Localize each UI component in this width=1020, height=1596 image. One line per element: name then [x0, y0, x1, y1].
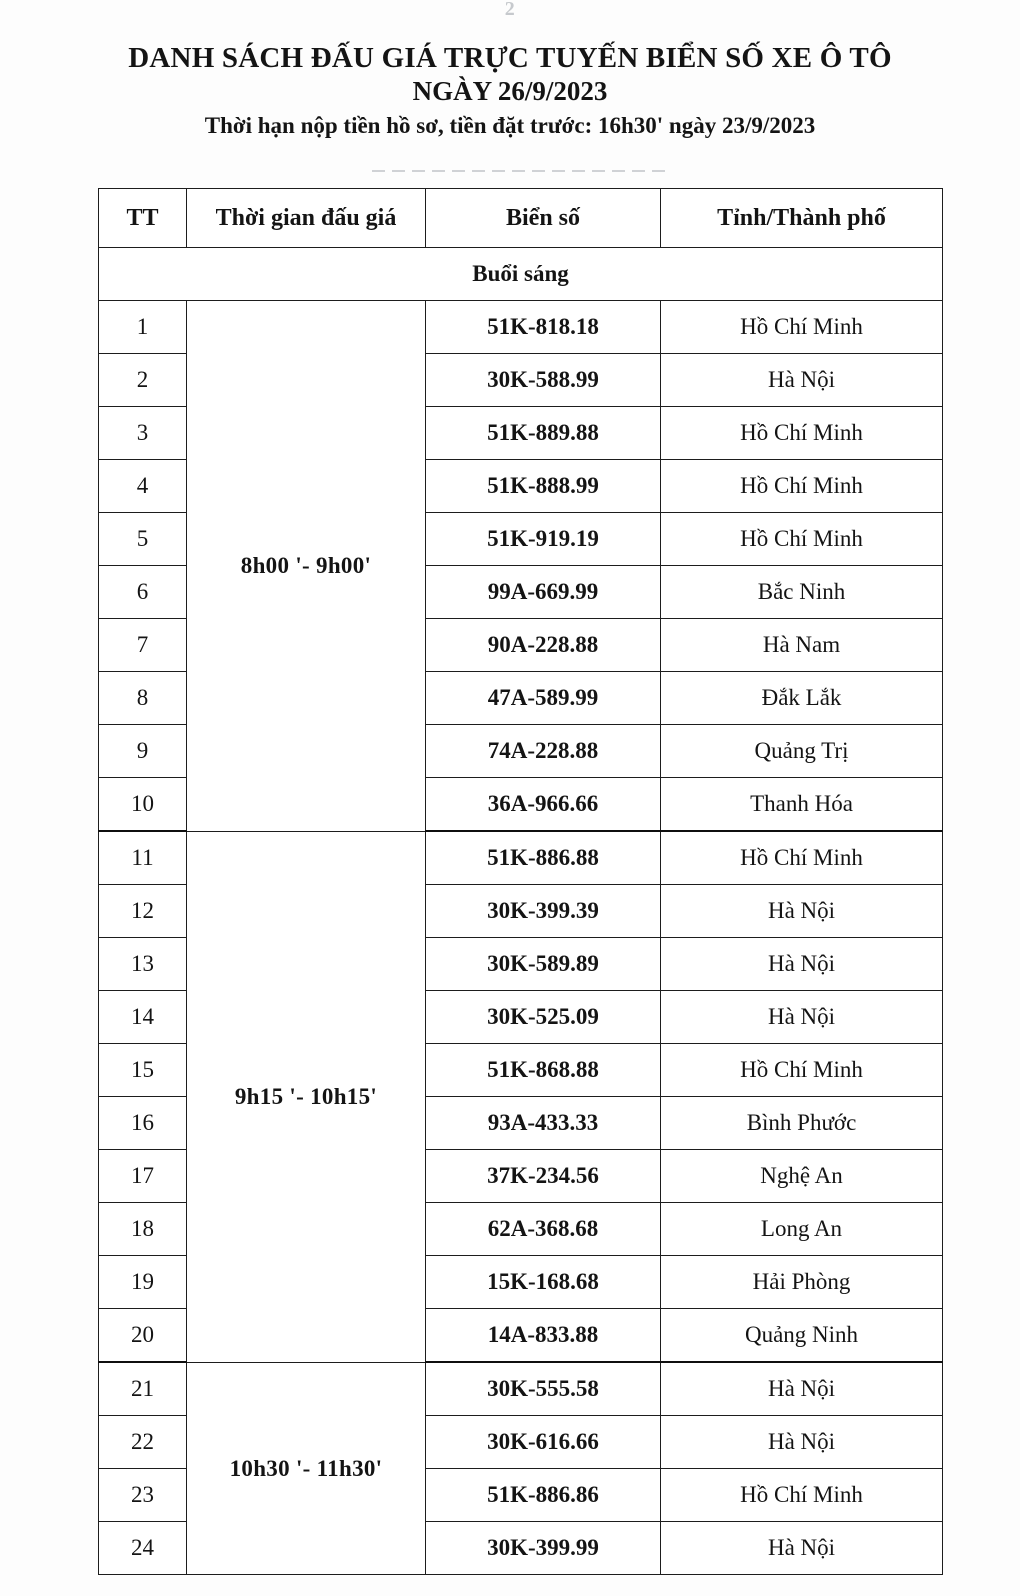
cell-plate-number: 30K-399.39: [426, 885, 661, 938]
cell-province: Hà Nam: [661, 619, 943, 672]
cell-auction-time: 9h15 '- 10h15': [187, 831, 426, 1362]
cell-tt: 9: [99, 725, 187, 778]
cell-plate-number: 51K-889.88: [426, 407, 661, 460]
cell-plate-number: 30K-555.58: [426, 1362, 661, 1416]
auction-table-container: [98, 188, 942, 1575]
cell-plate-number: 30K-616.66: [426, 1416, 661, 1469]
document-header: [0, 42, 1020, 139]
cell-tt: 8: [99, 672, 187, 725]
cell-plate-number: 30K-399.99: [426, 1522, 661, 1575]
cell-province: Thanh Hóa: [661, 778, 943, 832]
cell-plate-number: 30K-525.09: [426, 991, 661, 1044]
cell-province: Hà Nội: [661, 938, 943, 991]
cell-plate-number: 51K-868.88: [426, 1044, 661, 1097]
column-header-time: Thời gian đấu giá: [187, 189, 426, 248]
cell-province: Hồ Chí Minh: [661, 1469, 943, 1522]
cell-province: Hồ Chí Minh: [661, 407, 943, 460]
table-row: [99, 1362, 943, 1416]
cell-province: Hà Nội: [661, 1416, 943, 1469]
cell-province: Quảng Ninh: [661, 1309, 943, 1363]
column-header-tt: TT: [99, 189, 187, 248]
cell-plate-number: 36A-966.66: [426, 778, 661, 832]
cell-plate-number: 51K-888.99: [426, 460, 661, 513]
cell-plate-number: 99A-669.99: [426, 566, 661, 619]
document-deadline: Thời hạn nộp tiền hồ sơ, tiền đặt trước: 16h30' ngày 23/9/2023: [204, 112, 816, 138]
cell-tt: 21: [99, 1362, 187, 1416]
page-number: 2: [504, 0, 516, 20]
column-header-province: Tỉnh/Thành phố: [661, 189, 943, 248]
cell-auction-time: 10h30 '- 11h30': [187, 1362, 426, 1575]
session-row: [99, 248, 943, 301]
cell-province: Hồ Chí Minh: [661, 1044, 943, 1097]
session-label: Buổi sáng: [99, 248, 943, 301]
cell-province: Hồ Chí Minh: [661, 831, 943, 885]
cell-tt: 1: [99, 301, 187, 354]
cell-tt: 19: [99, 1256, 187, 1309]
table-row: [99, 831, 943, 885]
document-title: DANH SÁCH ĐẤU GIÁ TRỰC TUYẾN BIỂN SỐ XE Ô TÔ: [128, 42, 892, 74]
cell-tt: 20: [99, 1309, 187, 1363]
cell-plate-number: 74A-228.88: [426, 725, 661, 778]
cell-tt: 17: [99, 1150, 187, 1203]
scan-artifact-line: [372, 170, 672, 172]
cell-tt: 16: [99, 1097, 187, 1150]
cell-tt: 11: [99, 831, 187, 885]
cell-tt: 13: [99, 938, 187, 991]
cell-plate-number: 30K-589.89: [426, 938, 661, 991]
cell-province: Hà Nội: [661, 1522, 943, 1575]
table-body: [99, 248, 943, 1575]
cell-province: Long An: [661, 1203, 943, 1256]
cell-plate-number: 14A-833.88: [426, 1309, 661, 1363]
cell-plate-number: 15K-168.68: [426, 1256, 661, 1309]
cell-province: Bình Phước: [661, 1097, 943, 1150]
cell-tt: 3: [99, 407, 187, 460]
cell-province: Đắk Lắk: [661, 672, 943, 725]
cell-province: Hà Nội: [661, 1362, 943, 1416]
cell-auction-time: 8h00 '- 9h00': [187, 301, 426, 832]
cell-tt: 22: [99, 1416, 187, 1469]
cell-tt: 4: [99, 460, 187, 513]
cell-tt: 10: [99, 778, 187, 832]
cell-plate-number: 51K-818.18: [426, 301, 661, 354]
cell-plate-number: 47A-589.99: [426, 672, 661, 725]
cell-plate-number: 51K-886.88: [426, 831, 661, 885]
table-header-row: [99, 189, 943, 248]
cell-province: Bắc Ninh: [661, 566, 943, 619]
cell-tt: 24: [99, 1522, 187, 1575]
column-header-plate: Biển số: [426, 189, 661, 248]
cell-province: Hà Nội: [661, 885, 943, 938]
cell-plate-number: 30K-588.99: [426, 354, 661, 407]
cell-province: Hồ Chí Minh: [661, 513, 943, 566]
cell-plate-number: 62A-368.68: [426, 1203, 661, 1256]
cell-plate-number: 90A-228.88: [426, 619, 661, 672]
table-row: [99, 301, 943, 354]
cell-province: Hà Nội: [661, 991, 943, 1044]
cell-tt: 18: [99, 1203, 187, 1256]
cell-plate-number: 51K-886.86: [426, 1469, 661, 1522]
cell-tt: 12: [99, 885, 187, 938]
cell-plate-number: 51K-919.19: [426, 513, 661, 566]
cell-province: Hải Phòng: [661, 1256, 943, 1309]
cell-province: Nghệ An: [661, 1150, 943, 1203]
cell-plate-number: 37K-234.56: [426, 1150, 661, 1203]
auction-table: [98, 188, 943, 1575]
document-date: NGÀY 26/9/2023: [412, 76, 608, 107]
cell-tt: 15: [99, 1044, 187, 1097]
cell-tt: 23: [99, 1469, 187, 1522]
cell-tt: 5: [99, 513, 187, 566]
cell-tt: 6: [99, 566, 187, 619]
cell-tt: 14: [99, 991, 187, 1044]
cell-tt: 2: [99, 354, 187, 407]
cell-tt: 7: [99, 619, 187, 672]
cell-province: Hà Nội: [661, 354, 943, 407]
cell-province: Hồ Chí Minh: [661, 460, 943, 513]
cell-plate-number: 93A-433.33: [426, 1097, 661, 1150]
cell-province: Hồ Chí Minh: [661, 301, 943, 354]
table-header: [99, 189, 943, 248]
cell-province: Quảng Trị: [661, 725, 943, 778]
